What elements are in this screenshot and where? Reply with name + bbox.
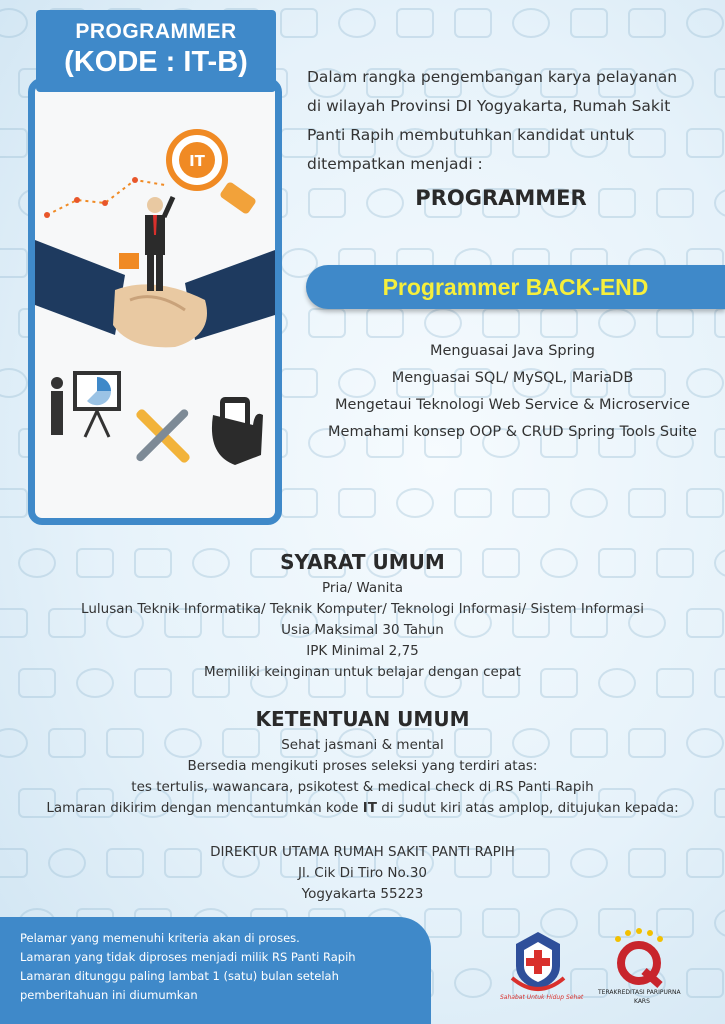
intro-line: Dalam rangka pengembangan karya pelayanan [307,68,678,86]
presentation-icon [51,371,121,437]
intro-paragraph [307,63,717,179]
kars-logo [598,925,681,1015]
footer-notes [0,917,431,1024]
address-block [0,842,725,905]
lamaran-prefix: Lamaran dikirim dengan mencantumkan kode [46,800,363,816]
ketentuan-item: Bersedia mengikuti proses seleksi yang terdiri atas: [187,758,538,774]
syarat-umum-section [0,550,725,683]
it-badge-icon [169,132,257,215]
kars-accreditation-icon [604,925,674,995]
pattern-tile [454,968,492,998]
job-code: (KODE : IT-B) [64,46,248,78]
pattern-tile [512,488,550,518]
pattern-tile [570,8,608,38]
job-code-tab [36,10,276,92]
ketentuan-umum-heading: KETENTUAN UMUM [255,707,470,731]
pattern-tile [482,308,520,338]
ketentuan-item: Sehat jasmani & mental [281,737,444,753]
lamaran-instruction [0,798,725,819]
pattern-tile [598,308,636,338]
pattern-tile [454,8,492,38]
syarat-item: IPK Minimal 2,75 [306,643,419,659]
businessman-icon [119,197,173,291]
pattern-tile [540,308,578,338]
phone-in-hand-icon [212,397,263,465]
address-line: DIREKTUR UTAMA RUMAH SAKIT PANTI RAPIH [210,844,515,860]
pattern-tile [280,488,318,518]
pattern-tile [714,308,725,338]
rs-panti-rapih-logo [498,928,584,1012]
requirement-item: Menguasai SQL/ MySQL, MariaDB [391,370,634,386]
syarat-item: Memiliki keinginan untuk belajar dengan cepat [204,664,521,680]
requirement-item: Memahami konsep OOP & CRUD Spring Tools Suite [328,424,697,440]
ketentuan-umum-section [0,707,725,819]
intro-line: Panti Rapih membutuhkan kandidat untuk [307,126,635,144]
syarat-item: Usia Maksimal 30 Tahun [281,622,444,638]
syarat-item: Pria/ Wanita [322,580,403,596]
pattern-tile [454,488,492,518]
intro-line: ditempatkan menjadi : [307,155,483,173]
pattern-tile [686,968,724,998]
position-title: PROGRAMMER [415,186,587,210]
address-line: Yogyakarta 55223 [301,886,424,902]
pattern-tile [308,308,346,338]
lamaran-code: IT [362,800,377,816]
pattern-tile [396,488,434,518]
kars-caption: TERAKREDITASI PARIPURNA [598,989,681,996]
illustration-card [28,78,282,525]
pattern-tile [656,308,694,338]
pattern-tile [0,368,28,398]
pattern-tile [0,248,28,278]
kars-sub: KARS [634,998,650,1005]
pattern-tile [686,488,724,518]
rs-tagline: Sahabat Untuk Hidup Sehat [500,994,584,1001]
pattern-tile [396,8,434,38]
pattern-tile [714,188,725,218]
footer-line: pemberitahuan ini diumumkan [20,988,198,1002]
pattern-tile [338,8,376,38]
requirements-list [300,338,725,446]
tools-icon [135,408,192,465]
footer-line: Lamaran ditunggu paling lambat 1 (satu) bulan setelah [20,969,339,983]
ketentuan-item: tes tertulis, wawancara, psikotest & medical check di RS Panti Rapih [131,779,594,795]
pattern-tile [628,488,666,518]
pattern-tile [570,488,608,518]
tab-title: PROGRAMMER [75,20,237,43]
growth-chart-icon [47,180,165,215]
pattern-tile [512,8,550,38]
hospital-logo-icon [498,928,578,998]
business-illustration [35,85,275,518]
syarat-item: Lulusan Teknik Informatika/ Teknik Komputer/ Teknologi Informasi/ Sistem Informasi [81,601,644,617]
requirement-item: Menguasai Java Spring [429,343,595,359]
pattern-tile [424,308,462,338]
pattern-tile [0,128,28,158]
pattern-tile [0,8,28,38]
syarat-umum-heading: SYARAT UMUM [280,550,445,574]
pattern-tile [686,8,724,38]
svg-text:IT: IT [189,152,205,170]
lamaran-suffix: di sudut kiri atas amplop, ditujukan kepada: [376,800,679,816]
handshake-icon [35,240,275,347]
address-line: Jl. Cik Di Tiro No.30 [297,865,427,881]
pattern-tile [0,488,28,518]
pattern-tile [280,8,318,38]
pattern-tile [366,308,404,338]
pattern-tile [714,908,725,938]
role-banner [306,265,725,309]
role-banner-label: Programmer BACK-END [382,274,649,300]
footer-line: Lamaran yang tidak diproses menjadi milik RS Panti Rapih [20,950,356,964]
pattern-tile [628,8,666,38]
pattern-tile [338,488,376,518]
footer-line: Pelamar yang memenuhi kriteria akan di proses. [20,931,300,945]
requirement-item: Mengetaui Teknologi Web Service & Microservice [335,397,690,413]
intro-line: di wilayah Provinsi DI Yogyakarta, Rumah Sakit [307,97,671,115]
